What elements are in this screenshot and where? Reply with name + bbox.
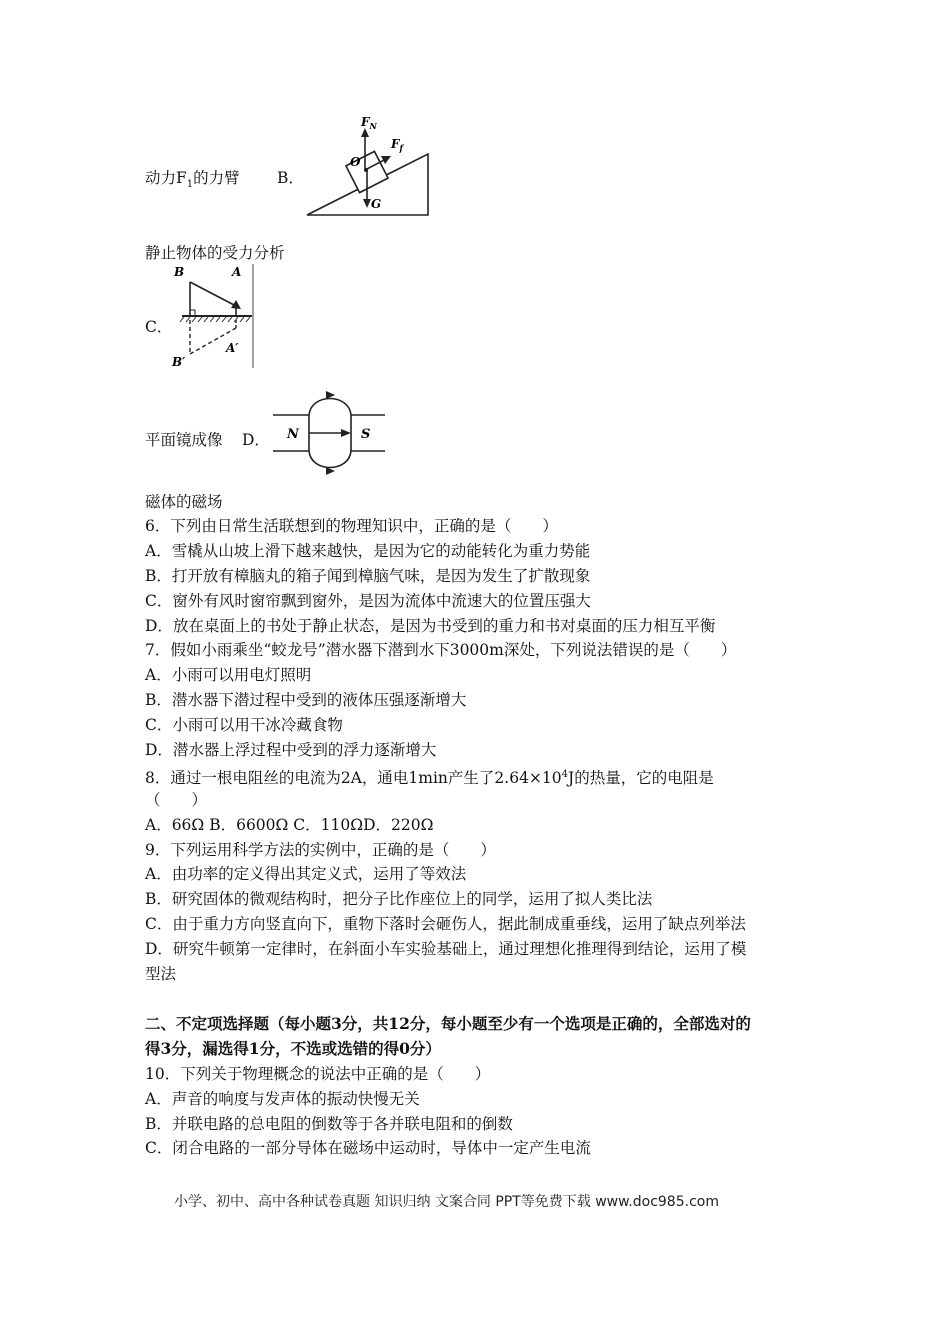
section-2-heading-line1: 二、不定项选择题（每小题3分，共12分，每小题至少有一个选项是正确的，全部选对的 [145,1014,751,1033]
q9-option-a: A．由功率的定义得出其定义式，运用了等效法 [145,865,467,883]
q7-option-a: A．小雨可以用电灯照明 [145,666,312,684]
q8-paren: （ ） [145,791,208,809]
q9-option-c: C．由于重力方向竖直向下，重物下落时会砸伤人，据此制成重垂线，运用了缺点列举法 [145,915,746,933]
o-label: O [350,155,361,169]
q9-stem: 9．下列运用科学方法的实例中，正确的是（ ） [145,841,496,859]
option-c-caption: 平面镜成像 [145,431,223,449]
page-footer: 小学、初中、高中各种试卷真题 知识归纳 文案合同 PPT等免费下载 www.doc985.com [174,1194,719,1210]
svg-text:B: B [174,265,185,279]
g-label: G [371,197,382,211]
q6-option-d: D．放在桌面上的书处于静止状态，是因为书受到的重力和书对桌面的压力相互平衡 [145,617,716,635]
q7-option-d: D．潜水器上浮过程中受到的浮力逐渐增大 [145,741,437,759]
q9-option-b: B．研究固体的微观结构时，把分子比作座位上的同学，运用了拟人类比法 [145,890,653,908]
svg-text:S: S [361,427,371,442]
magnet-field-diagram [273,389,385,477]
fn-label: $F_N$ [361,115,377,131]
q6-option-b: B．打开放有樟脑丸的箱子闻到樟脑气味，是因为发生了扩散现象 [145,567,591,585]
q10-option-a: A．声音的响度与发声体的振动快慢无关 [145,1090,420,1108]
q6-option-a: A．雪橇从山坡上滑下越来越快，是因为它的动能转化为重力势能 [145,542,591,560]
q7-option-b: B．潜水器下潜过程中受到的液体压强逐渐增大 [145,691,467,709]
q10-option-b: B．并联电路的总电阻的倒数等于各并联电阻和的倒数 [145,1115,513,1133]
q8-stem: 8．通过一根电阻丝的电流为2A，通电1min产生了$2.64\times 10^4J$的热量，它的电阻是 [145,769,714,788]
mirror-image-diagram [168,264,254,368]
svg-text:B′: B′ [172,355,186,368]
q9-option-d-cont: 型法 [145,965,177,983]
q8-options: A．66Ω B．6600Ω C．110ΩD．220Ω [145,816,434,834]
incline-force-diagram [305,112,435,218]
q10-option-c: C．闭合电路的一部分导体在磁场中运动时，导体中一定产生电流 [145,1139,591,1157]
svg-text:A′: A′ [226,341,239,355]
svg-text:N: N [287,427,299,442]
q10-stem: 10．下列关于物理概念的说法中正确的是（ ） [145,1065,491,1083]
q7-option-c: C．小雨可以用干冰冷藏食物 [145,716,343,734]
q6-option-c: C．窗外有风时窗帘飘到窗外，是因为流体中流速大的位置压强大 [145,592,591,610]
option-b-label: B． [277,169,304,187]
q7-stem: 7．假如小雨乘坐“蛟龙号”潜水器下潜到水下3000m深处，下列说法错误的是（ ） [145,641,737,659]
ff-label: $F_f$ [391,137,403,153]
option-b-caption: 静止物体的受力分析 [145,244,285,262]
option-d-caption: 磁体的磁场 [145,493,223,511]
q9-option-d: D．研究牛顿第一定律时，在斜面小车实验基础上，通过理想化推理得到结论，运用了模 [145,940,747,958]
option-a-caption: 动力$F_1$的力臂 [145,169,240,191]
svg-text:A: A [232,265,242,279]
option-c-label: C． [145,318,173,336]
q6-stem: 6．下列由日常生活联想到的物理知识中，正确的是（ ） [145,517,558,535]
option-d-label: D． [242,431,270,449]
section-2-heading-line2: 得3分，漏选得1分，不选或选错的得0分） [145,1039,441,1058]
